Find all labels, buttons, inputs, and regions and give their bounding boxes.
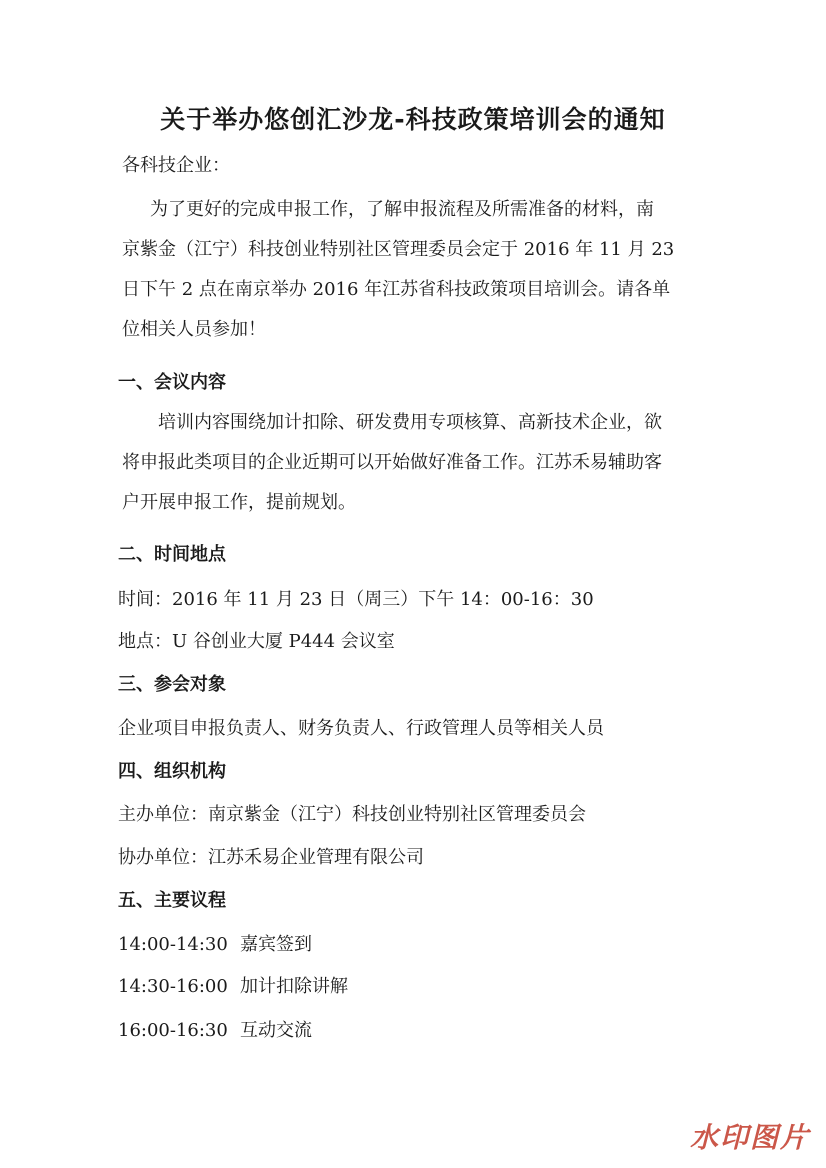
agenda-time: 16:00-16:30 bbox=[118, 1020, 228, 1041]
content-line: 将申报此类项目的企业近期可以开始做好准备工作。江苏禾易辅助客 bbox=[122, 452, 662, 473]
agenda-row bbox=[118, 972, 348, 998]
agenda-row bbox=[118, 1016, 312, 1042]
section-heading-agenda: 五、主要议程 bbox=[118, 890, 226, 911]
agenda-item: 互动交流 bbox=[240, 1020, 312, 1041]
intro-line: 为了更好的完成申报工作，了解申报流程及所需准备的材料，南 bbox=[150, 199, 654, 220]
meeting-time: 时间：2016 年 11 月 23 日（周三）下午 14：00-16：30 bbox=[118, 589, 594, 610]
content-line: 户开展申报工作，提前规划。 bbox=[122, 492, 356, 513]
agenda-time: 14:00-14:30 bbox=[118, 934, 228, 955]
agenda-time: 14:30-16:00 bbox=[118, 976, 228, 997]
section-heading-attendees: 三、参会对象 bbox=[118, 674, 226, 695]
agenda-item: 加计扣除讲解 bbox=[240, 976, 348, 997]
salutation: 各科技企业： bbox=[122, 155, 230, 176]
agenda-item: 嘉宾签到 bbox=[240, 934, 312, 955]
section-heading-content: 一、会议内容 bbox=[118, 372, 226, 393]
host-organization: 主办单位：南京紫金（江宁）科技创业特别社区管理委员会 bbox=[118, 804, 586, 825]
content-line: 培训内容围绕加计扣除、研发费用专项核算、高新技术企业，欲 bbox=[158, 412, 662, 433]
meeting-place: 地点：U 谷创业大厦 P444 会议室 bbox=[118, 631, 395, 652]
cohost-organization: 协办单位：江苏禾易企业管理有限公司 bbox=[118, 847, 424, 868]
content-paragraph bbox=[122, 403, 704, 523]
watermark: 水印图片 bbox=[690, 1121, 811, 1154]
intro-line: 京紫金（江宁）科技创业特别社区管理委员会定于 2016 年 11 月 23 bbox=[122, 239, 675, 260]
agenda-row bbox=[118, 930, 312, 956]
section-heading-time-place: 二、时间地点 bbox=[118, 544, 226, 565]
section-heading-organizers: 四、组织机构 bbox=[118, 761, 226, 782]
attendees-text: 企业项目申报负责人、财务负责人、行政管理人员等相关人员 bbox=[118, 718, 604, 739]
document-title: 关于举办悠创汇沙龙-科技政策培训会的通知 bbox=[160, 105, 666, 134]
intro-line: 日下午 2 点在南京举办 2016 年江苏省科技政策项目培训会。请各单 bbox=[122, 279, 671, 300]
intro-paragraph bbox=[122, 190, 704, 350]
intro-line: 位相关人员参加！ bbox=[122, 319, 266, 340]
